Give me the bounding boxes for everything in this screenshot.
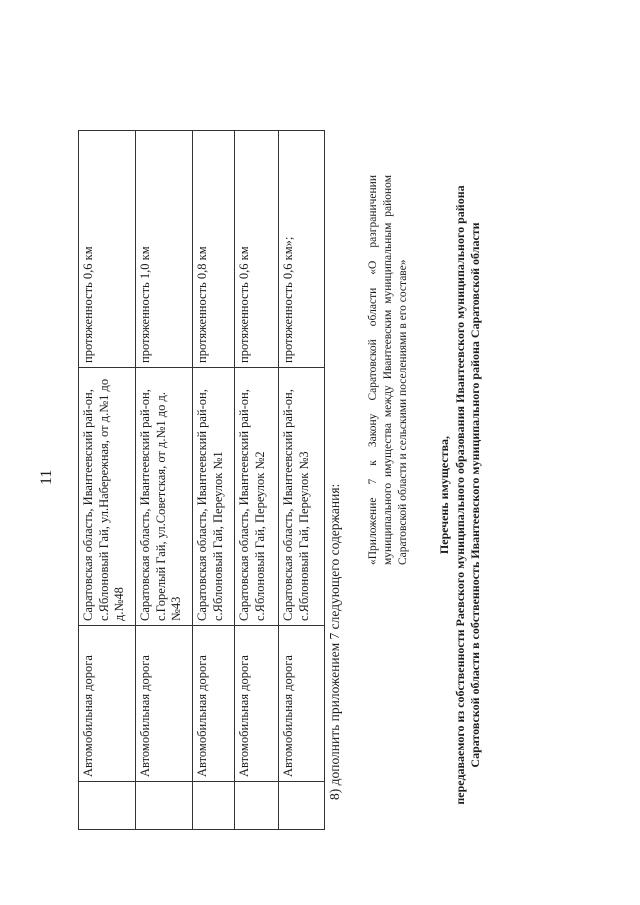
length-cell: протяженность 0,6 км: [235, 131, 279, 368]
row-number-cell: [136, 782, 193, 830]
table-row: [136, 131, 193, 830]
list-title-line: передаваемого из собственности Раевского муниципального образования Ивантеевского муниципального района: [452, 185, 467, 805]
row-number-cell: [79, 782, 136, 830]
address-cell: Саратовская область, Ивантеевский рай-он, с.Горелый Гай, ул.Советская, от д.№1 до д.№43: [136, 368, 193, 626]
address-cell: Саратовская область, Ивантеевский рай-он, с.Яблоновый Гай, Переулок №2: [235, 368, 279, 626]
amendment-paragraph: 8) дополнить приложением 7 следующего содержания:: [327, 483, 342, 800]
length-cell: протяженность 0,6 км»;: [279, 131, 325, 368]
address-cell: Саратовская область, Ивантеевский рай-он, с.Яблоновый Гай, ул.Набережная, от д.№1 до д.№48: [79, 368, 136, 626]
object-type-cell: Автомобильная дорога: [279, 626, 325, 782]
row-number-cell: [279, 782, 325, 830]
object-type-cell: Автомобильная дорога: [193, 626, 235, 782]
property-list-title: [437, 145, 484, 845]
table-row: [279, 131, 325, 830]
object-type-cell: Автомобильная дорога: [79, 626, 136, 782]
row-number-cell: [193, 782, 235, 830]
object-type-cell: Автомобильная дорога: [235, 626, 279, 782]
table-row: [235, 131, 279, 830]
address-cell: Саратовская область, Ивантеевский рай-он, с.Яблоновый Гай, Переулок №1: [193, 368, 235, 626]
page-number: 11: [38, 469, 55, 485]
list-title-line: Перечень имущества,: [437, 435, 451, 555]
table-row: [79, 131, 136, 830]
length-cell: протяженность 0,6 км: [79, 131, 136, 368]
object-type-cell: Автомобильная дорога: [136, 626, 193, 782]
length-cell: протяженность 0,8 км: [193, 131, 235, 368]
appendix-heading-note: «Приложение 7 к Закону Саратовской области «О разграничении муниципального имущества между Ивантеевским муниципальным районом Саратовской области и сельскими поселениями в его составе»: [367, 175, 409, 565]
address-cell: Саратовская область, Ивантеевский рай-он, с.Яблоновый Гай, Переулок №3: [279, 368, 325, 626]
roads-table: [78, 130, 325, 830]
length-cell: протяженность 1,0 км: [136, 131, 193, 368]
list-title-line: Саратовской области в собственность Ивантеевского муниципального района Саратовской области: [468, 222, 483, 768]
row-number-cell: [235, 782, 279, 830]
table-row: [193, 131, 235, 830]
